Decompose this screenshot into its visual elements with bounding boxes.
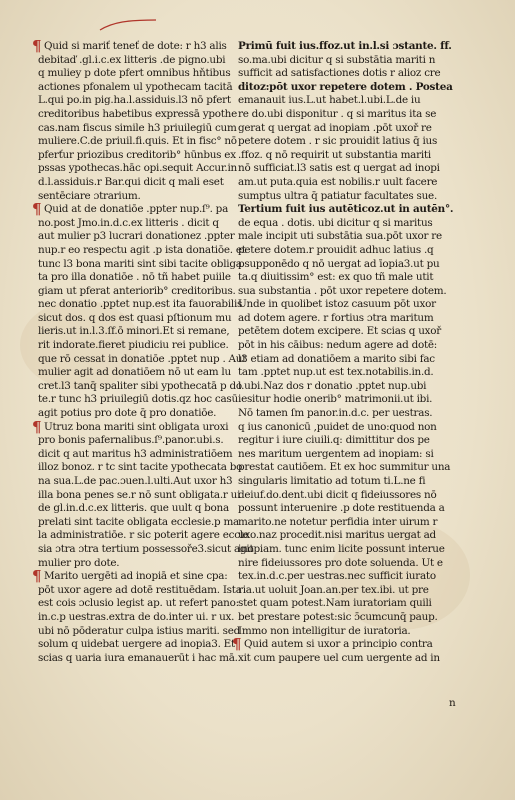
text-line: na sua.L.de pac.ɔuen.l.ulti.Aut uxor h3 [38, 475, 233, 487]
text-line: Unde in quolibet istoz casuum pōt uxor [238, 298, 436, 311]
text-line: est cois ɔclusio legist ap. ut refert pano: [38, 597, 239, 610]
text-line: tunc l3 bona mariti sint sibi tacite obliga [38, 257, 242, 270]
text-line: Tertium fuit ius autēticoz.ut in autēn°. [238, 203, 454, 216]
text-line: am.ut puta.quia est nobilis.r uult facere [238, 175, 438, 188]
text-line: L.qui po.in pig.ha.l.assiduis.l3 nō pfert [38, 94, 231, 107]
text-line: regitur i iure ciuili.q: dimittitur dos pe [238, 434, 430, 447]
text-line: rit indorate.fieret piudiciu rei publice. [38, 339, 229, 352]
text-line: scias q uaria iura emanauerūt i hac mā. [38, 651, 238, 664]
text-line: ta.q diuitissim° est: ex quo tñ male utit [238, 271, 434, 284]
text-line: Quid si mariť teneť de dote: r h3 alis ¶ [32, 37, 227, 55]
text-line: sufficit ad satisfactiones dotis r alioz cre [238, 67, 441, 80]
text-line: sua substantia . pōt uxor repetere dotem. [238, 284, 447, 297]
text-line: de gl.in.d.c.ex litteris. que uult q bona [38, 502, 229, 515]
text-line: nup.r eo respectu agit .p ista donatiōe. et [38, 243, 246, 256]
text-line: illa bona penes se.r nō sunt obligata.r ui [38, 488, 241, 501]
text-line: pssas ypothecas.hāc opi.sequit Accur.in [38, 162, 237, 175]
text-line: male incipit uti substātia sua.pōt uxor re [238, 230, 442, 243]
text-line: nes maritum uergentem ad inopiam: si [238, 447, 434, 460]
text-line: xit cum paupere uel cum uergente ad in [238, 651, 440, 664]
red-flourish-icon [98, 18, 158, 32]
text-line: giam ut pferat anteriorib° creditoribus. [38, 284, 236, 297]
text-line: ria.ut uoluit Joan.an.per tex.ibi. ut pre [238, 583, 429, 596]
text-line: ad dotem agere. r fortius ɔtra maritum [238, 311, 434, 324]
text-line: inopiam. tunc enim licite possunt interue [238, 542, 445, 555]
text-line: l3 etiam ad donatiōem a marito sibi fac [238, 352, 435, 365]
text-line: sia ɔtra ɔtra tertium possessoře3.sicut agit [38, 542, 254, 555]
text-line: nire fideiussores pro dote soluenda. Ut e [238, 556, 443, 569]
text-line: petētem dotem excipere. Et scias q uxoř [238, 325, 442, 338]
text-line: cas.nam fiscus simile h3 priuilegiū cum [38, 121, 237, 134]
text-line: deiuf.do.dent.ubi dicit q fideiussores nō [238, 488, 437, 501]
text-line: te.r tunc h3 priuilegiū dotis.qz hoc casū [38, 393, 238, 406]
text-line: muliere.C.de priuil.fi.quis. Et in fisc° nō [38, 135, 237, 148]
text-line: so.ma.ubi dicitur q si substātia mariti n [238, 53, 436, 66]
text-line: agit potius pro dote q̄ pro donatiōe. [38, 407, 217, 420]
paragraph-mark-icon: ¶ [32, 567, 42, 586]
text-line: tam .pptet nup.ut est tex.notabilis.in.d. [238, 366, 434, 379]
text-line: tex.in.d.c.per uestras.nec sufficit iurato [238, 570, 436, 583]
text-line: .ffoz. q nō requirit ut substantia mariti [238, 148, 431, 161]
text-line: Immo non intelligitur de iuratoria. [238, 624, 411, 637]
text-line: ubi nō pōderatur culpa istius mariti. sed [38, 624, 241, 637]
text-line: iesitur hodie onerib° matrimonii.ut ibi. [238, 393, 433, 406]
text-line: no.post Jmo.in.d.c.ex litteris . dicit q [38, 216, 219, 229]
text-line: creditoribus habetibus expressā ypothe [38, 107, 238, 120]
text-line: pōt in his cāibus: nedum agere ad dotē: [238, 339, 438, 352]
text-line: sentēciare ɔtrarium. [38, 189, 141, 202]
text-line: petere dotem . r sic prouidit latius q̄ ius [238, 135, 438, 148]
text-line: de equa . dotis. ubi dicitur q si maritus [238, 216, 433, 229]
text-line: Nō tamen ſm panor.in.d.c. per uestras. [238, 407, 433, 420]
text-line: pro bonis pafernalibus.ſ⁹.panor.ubi.s. [38, 434, 224, 447]
text-line: prestat cautiōem. Et ex hoc summitur una [238, 461, 451, 474]
text-line: dicit q aut maritus h3 administratiōem [38, 447, 233, 460]
text-line: que rō cessat in donatiōe .pptet nup . Aut [38, 352, 247, 365]
text-line: pferťur priozibus creditorib° hūnbus ex [38, 148, 236, 161]
text-line: la administratiōe. r sic poterit agere eccle [38, 529, 249, 542]
text-line: Quid at de donatiōe .ppter nup.ſ⁹. pa ¶ [32, 200, 229, 219]
paragraph-mark-icon: ¶ [232, 635, 242, 654]
text-line: bet prestare potest:sic ɔ̄cumcunq̄ paup. [238, 610, 438, 623]
text-line: ta pro illa donatiōe . nō tñ habet puiile [38, 271, 231, 284]
text-line: q muliey p dote pfert omnibus hňtibus [38, 67, 231, 80]
text-line: singularis limitatio ad totum ti.L.ne fi [238, 475, 426, 487]
text-line: cret.l3 tanq̄ spaliter sibi ypothecatā p do [38, 379, 242, 392]
text-line: uxo.naz procedit.nisi maritus uergat ad [238, 529, 436, 542]
text-line: Utruz bona mariti sint obligata uroxi ¶ [32, 417, 229, 436]
text-line: lieris.ut in.l.3.ſf.ō minori.Et si remane, [38, 325, 230, 338]
left-text-column [32, 37, 254, 665]
signature-mark: n [449, 697, 456, 709]
text-line: aut mulier p3 lucrari donationez .ppter [38, 230, 235, 243]
paragraph-mark-icon: ¶ [32, 37, 42, 55]
paragraph-mark-icon: ¶ [32, 417, 42, 436]
text-line: pōt uxor agere ad dotē restituēdam. Ista [38, 583, 242, 596]
text-line: solum q uidebat uergere ad inopia3. Et [38, 638, 235, 651]
text-line: in.c.p uestras.extra de do.inter ui. r ux. [38, 610, 235, 623]
text-line: Marito uergēti ad inopiā et sine cpa: ¶ [32, 567, 228, 586]
text-line: Primū fuit ius.ffoz.ut in.l.si ɔstante. ff. [238, 40, 452, 52]
text-line: q ius canonicū ,puidet de uno:quod non [238, 420, 437, 433]
text-line: sumptus ultra q̄ patiatur facultates sue. [238, 189, 437, 202]
right-text-column [232, 40, 460, 665]
text-line: gerat q uergat ad inopiam .pōt uxoř re [238, 121, 432, 134]
text-line: re do.ubi disponitur . q si maritus ita se [238, 107, 437, 120]
text-line: marito.ne notetur perfidia inter uirum r [238, 515, 438, 528]
text-line: nō sufficiat.l3 satis est q uergat ad inopi [238, 162, 440, 175]
text-line: emanauit ius.L.ut habet.l.ubi.L.de iu [238, 94, 421, 107]
text-line: l.ubi.Naz dos r donatio .pptet nup.ubi [238, 379, 427, 392]
paragraph-mark-icon: ¶ [32, 200, 42, 219]
text-line: psupponēdo q nō uergat ad īopia3.ut pu [238, 257, 440, 270]
text-line: mulier agit ad donatiōem nō ut eam lu [38, 366, 231, 379]
text-line: debitaď .gl.i.c.ex litteris .de pigno.ubi [38, 53, 226, 66]
text-line: mulier pro dote. [38, 556, 120, 569]
text-line: illoz bonoz. r tc sint tacite ypothecata bo [38, 461, 243, 474]
text-line: actiones pfonalem ul ypothecam tacitā [38, 80, 233, 93]
text-line: ditoz:pōt uxor repetere dotem . Postea [238, 80, 453, 93]
text-line: prelati sint tacite obligata ecclesie.p ma [38, 515, 239, 528]
text-line: stet quam potest.Nam iuratoriam quili [238, 597, 432, 610]
text-line: petere dotem.r prouidit adhuc latius .q [238, 243, 434, 256]
text-line: possunt interuenire .p dote restituenda a [238, 502, 445, 515]
text-line: Quid autem si uxor a principio contra ¶ [232, 635, 433, 654]
text-line: d.l.assiduis.r Bar.qui dicit q mali eset [38, 175, 224, 188]
text-line: sicut dos. q dos est quasi pſtionum mu [38, 311, 232, 324]
text-line: nec donatio .pptet nup.est ita fauorabilis [38, 298, 243, 311]
